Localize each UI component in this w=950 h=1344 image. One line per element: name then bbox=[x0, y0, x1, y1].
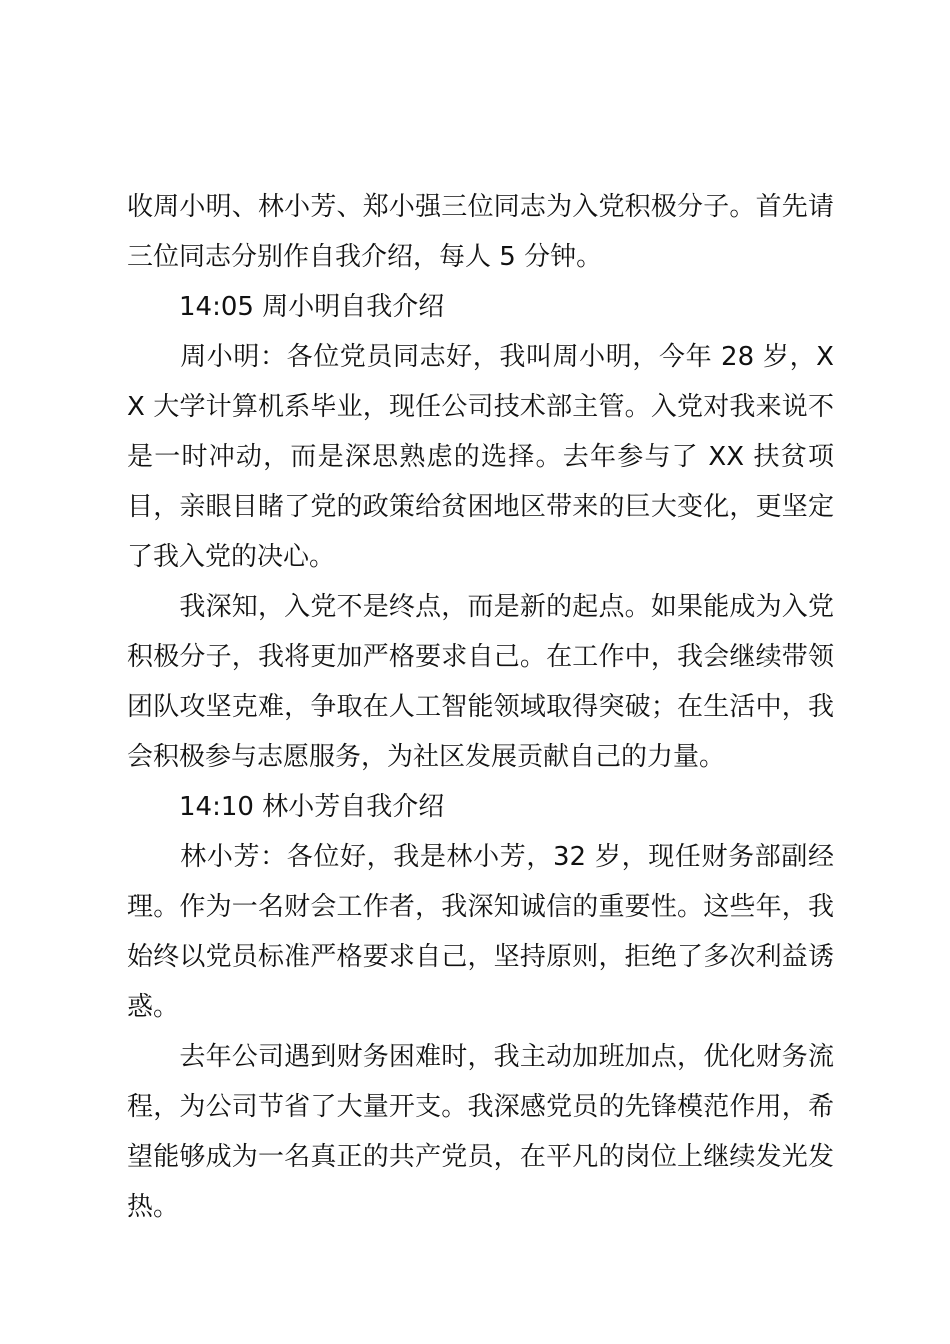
paragraph-zhou-commitment: 我深知，入党不是终点，而是新的起点。如果能成为入党积极分子，我将更加严格要求自己。在工作中，我会继续带领团队攻坚克难，争取在人工智能领域取得突破；在生活中，我会积极参与志愿服务，为社区发展贡献自己的力量。 bbox=[127, 592, 834, 772]
section-heading-zhou: 14:05 周小明自我介绍 bbox=[127, 292, 445, 322]
document-body bbox=[127, 182, 834, 1232]
paragraph-intro: 收周小明、林小芳、郑小强三位同志为入党积极分子。首先请三位同志分别作自我介绍，每人 5 分钟。 bbox=[127, 192, 834, 272]
section-heading-lin: 14:10 林小芳自我介绍 bbox=[127, 792, 445, 822]
paragraph-lin-intro: 林小芳：各位好，我是林小芳，32 岁，现任财务部副经理。作为一名财会工作者，我深知诚信的重要性。这些年，我始终以党员标准严格要求自己，坚持原则，拒绝了多次利益诱惑。 bbox=[127, 842, 834, 1022]
paragraph-lin-commitment: 去年公司遇到财务困难时，我主动加班加点，优化财务流程，为公司节省了大量开支。我深感党员的先锋模范作用，希望能够成为一名真正的共产党员，在平凡的岗位上继续发光发热。 bbox=[127, 1042, 834, 1222]
paragraph-zhou-intro: 周小明：各位党员同志好，我叫周小明，今年 28 岁，XX 大学计算机系毕业，现任公司技术部主管。入党对我来说不是一时冲动，而是深思熟虑的选择。去年参与了 XX 扶贫项目，亲眼目睹了党的政策给贫困地区带来的巨大变化，更坚定了我入党的决心。 bbox=[127, 342, 834, 572]
